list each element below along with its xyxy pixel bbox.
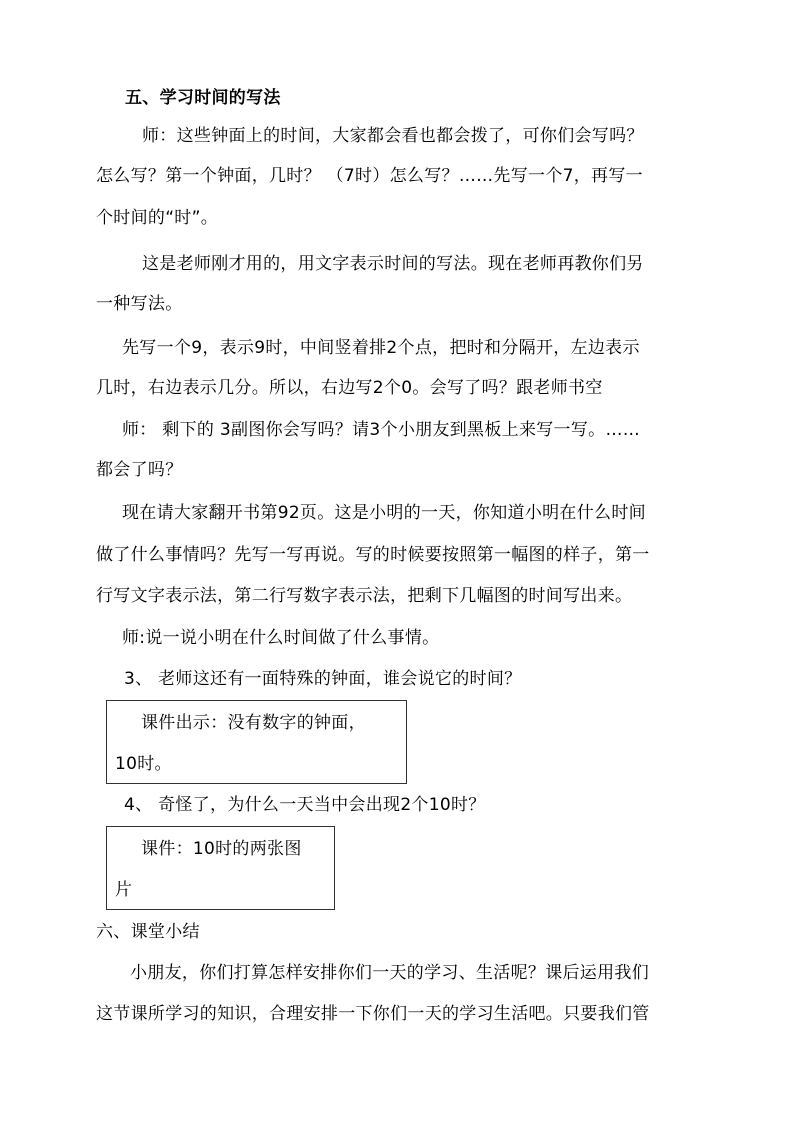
courseware-box-2 [106,826,335,910]
paragraph-line: 行写文字表示法，第二行写数字表示法，把剩下几幅图的时间写出来。 [96,586,633,606]
section-5-heading: 五、学习时间的写法 [125,88,281,108]
box-text-line: 片 [115,880,133,900]
paragraph-line: 几时，右边表示几分。所以，右边写2个0。会写了吗？跟老师书空 [96,378,603,398]
paragraph-line: 个时间的“时”。 [96,208,219,228]
paragraph-line: 先写一个9，表示9时，中间竖着排2个点，把时和分隔开，左边表示 [122,338,640,358]
paragraph-line: 怎么写？第一个钟面，几时？ （7时）怎么写？……先写一个7，再写一 [96,166,643,186]
box-text-line: 课件出示：没有数字的钟面， [141,713,366,733]
paragraph-line: 师:说一说小明在什么时间做了什么事情。 [122,628,440,648]
paragraph-line: 一种写法。 [96,294,183,314]
paragraph-line: 现在请大家翻开书第92页。这是小明的一天，你知道小明在什么时间 [122,503,646,523]
paragraph-line: 做了什么事情吗？先写一写再说。写的时候要按照第一幅图的样子，第一 [96,545,650,565]
list-item-3: 3、 老师这还有一面特殊的钟面，谁会说它的时间？ [124,669,522,689]
courseware-box-1 [106,700,407,784]
box-text-line: 10时。 [115,754,172,774]
section-6-heading: 六、课堂小结 [96,922,200,942]
list-item-4: 4、 奇怪了，为什么一天当中会出现2个10时？ [124,795,486,815]
paragraph-line: 师： 剩下的 3副图你会写吗？请3个小朋友到黑板上来写一写。…… [122,420,641,440]
box-text-line: 课件：10时的两张图 [141,839,302,859]
paragraph-line: 都会了吗？ [96,460,183,480]
paragraph-line: 师：这些钟面上的时间，大家都会看也都会拨了，可你们会写吗？ [142,126,644,146]
paragraph-line: 小朋友，你们打算怎样安排你们一天的学习、生活呢？课后运用我们 [130,963,649,983]
paragraph-line: 这节课所学习的知识，合理安排一下你们一天的学习生活吧。只要我们管 [96,1004,650,1024]
paragraph-line: 这是老师刚才用的，用文字表示时间的写法。现在老师再教你们另 [142,254,644,274]
